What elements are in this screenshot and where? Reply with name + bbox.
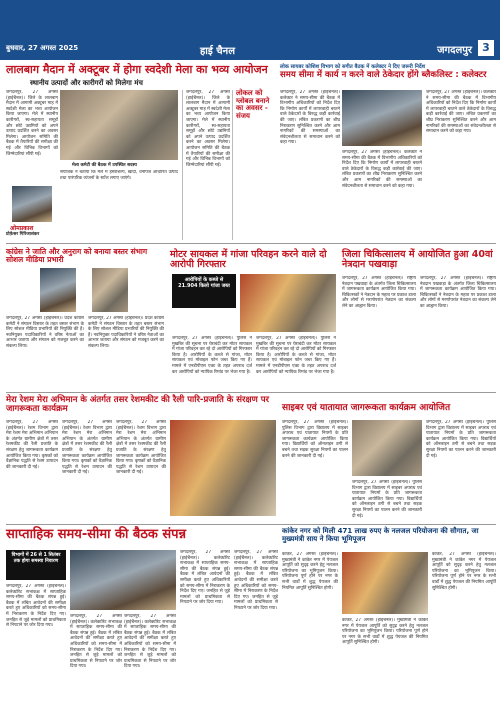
story1-box-title: लोकल को ग्लोबल बनाने का अवसर - संजय: [236, 89, 270, 121]
story-right1-headline: समय सीमा में कार्य न करने वाले ठेकेदार होंगे ब्लैकलिस्ट : कलेक्टर: [280, 70, 487, 80]
story6-headline: साइबर एवं यातायात जागरूकता कार्यक्रम आयोजित: [282, 403, 451, 413]
story8-body-col1: कांकेर, 27 अगस्त (हाईचैनल)। मुख्यमंत्री ने कांकेर नगर में पेयजल आपूर्ति को सुदृढ़ करने हेतु नलजल परियोजना का भूमिपूजन किया। परियोजना पूर्ण होने पर नगर के सभी वार्डों में शुद्ध पेयजल की नियमित आपूर्ति सुनिश्चित होगी।: [282, 552, 338, 591]
story-right1-kicker: लोक सायबर कोशिश विभाग को सगीत बैठक में कलेक्टर ने दिए जरूरी निर्देश: [280, 64, 426, 70]
issue-date: बुधवार, 27 अगस्त 2025: [6, 44, 79, 52]
story2-body-col1: जगदलपुर, 27 अगस्त (हाईचैनल)। प्रदेश कांग्रेस कमेटी ने संगठन विस्तार के तहत बस्तर संभाग के लिए सोशल मीडिया प्रभारियों की नियुक्ति की है। नवनियुक्त पदाधिकारियों ने वरिष्ठ नेताओं का आभार जताया और संगठन को मजबूत करने का संकल्प लिया।: [6, 316, 84, 349]
story1-name: ओमप्रकाश: [10, 225, 34, 232]
story4-headline: जिला चिकित्सालय में आयोजित हुआ 40वां नेत्रदान पखवाड़ा: [342, 249, 493, 271]
story7-photo: [70, 550, 176, 610]
story1-name-sub: प्रोफ़ेसर गिरिजाशंकर: [6, 232, 40, 237]
story2-portrait-2: [92, 268, 128, 312]
story5-body-col2: जगदलपुर, 27 अगस्त (हाईचैनल)। रेशम विभाग द्वारा मेरा रेशम मेरा अभिमान अभियान के अंतर्गत ग्रामीण क्षेत्रों में तसर रेशमकीट की रैली प्रजाति के संरक्षण हेतु जागरूकता कार्यक्रम आयोजित किया गया। कृषकों को वैज्ञानिक पद्धति से रेशम उत्पादन की जानकारी दी गई।: [62, 420, 112, 476]
story8-photo: [342, 552, 428, 614]
section-brand: हाई चैनल: [200, 46, 235, 57]
story1-body2: संयोजक ने बताया कि मेले में हस्तशिल्प, खादी, वनोपज आधारित उत्पाद तथा पारंपरिक व्यंजनों के स्टॉल लगाए जाएंगे।: [60, 170, 178, 181]
story8-headline: कांकेर नगर को मिली 471 लाख रुपए के नलजल परियोजना की सौगात, जा मुख्यमंत्री साय ने किया भूमिपूजन: [282, 527, 479, 543]
story2-portrait-1: [40, 268, 76, 312]
story1-subhead: स्थानीय उत्पादों और कारीगरों को मिलेगा मंच: [30, 79, 143, 87]
story1-photo-caption: मेला कमेटी की बैठक में उपस्थित सदस्य: [72, 163, 137, 168]
story7-body-col5: जगदलपुर, 27 अगस्त (हाईचैनल)। कलेक्टोरेट सभाकक्ष में साप्ताहिक समय-सीमा की बैठक संपन्न हुई। बैठक में लंबित आवेदनों की समीक्षा करते हुए अधिकारियों को समय-सीमा में निराकरण के निर्देश दिए गए। जनहित से जुड़े मामलों को प्राथमिकता से निपटाने पर जोर दिया गया।: [234, 550, 278, 611]
story4-body-col2: जगदलपुर, 27 अगस्त (हाईचैनल)। राष्ट्रीय नेत्रदान पखवाड़ा के अंतर्गत जिला चिकित्सालय में जागरूकता कार्यक्रम आयोजित किया गया। चिकित्सकों ने नेत्रदान के महत्व पर प्रकाश डाला और लोगों से मरणोपरांत नेत्रदान का संकल्प लेने का आह्वान किया।: [420, 276, 496, 309]
story6-body-col2: जगदलपुर, 27 अगस्त (हाईचैनल)। पुलिस विभाग द्वारा विद्यालय में साइबर अपराध एवं यातायात नियमों के प्रति जागरूकता कार्यक्रम आयोजित किया गया। विद्यार्थियों को ऑनलाइन ठगी से बचने तथा सड़क सुरक्षा नियमों का पालन करने की जानकारी दी गई।: [352, 480, 422, 519]
story3-body-col2: जगदलपुर, 27 अगस्त (हाईचैनल)। पुलिस ने मुखबिर की सूचना पर घेराबंदी कर मोटर सायकल में गांजा परिवहन कर रहे दो आरोपियों को गिरफ्तार किया है। आरोपियों के कब्जे से गांजा, मोटर सायकल एवं मोबाइल फोन जब्त किए गए हैं। मामले में एनडीपीएस एक्ट के तहत अपराध दर्ज कर आरोपियों को न्यायिक रिमांड पर भेजा गया है।: [256, 336, 336, 375]
story1-col3-text: जगदलपुर, 27 अगस्त (हाईचैनल)। जिले के लालबाग मैदान में आगामी अक्टूबर माह में स्वदेशी मेला का भव्य आयोजन किया जाएगा। मेले में स्थानीय कारीगरों, स्व-सहायता समूहों और छोटे उद्यमियों को अपने उत्पाद प्रदर्शित करने का अवसर मिलेगा। आयोजन समिति की बैठक में तैयारियों की समीक्षा की गई और विभिन्न विभागों को जिम्मेदारियां सौंपी गईं।: [186, 90, 230, 168]
story8-body-col2: कांकेर, 27 अगस्त (हाईचैनल)। मुख्यमंत्री ने कांकेर नगर में पेयजल आपूर्ति को सुदृढ़ करने हेतु नलजल परियोजना का भूमिपूजन किया। परियोजना पूर्ण होने पर नगर के सभी वार्डों में शुद्ध पेयजल की नियमित आपूर्ति सुनिश्चित होगी।: [342, 618, 428, 646]
story2-body-col2: जगदलपुर, 27 अगस्त (हाईचैनल)। प्रदेश कांग्रेस कमेटी ने संगठन विस्तार के तहत बस्तर संभाग के लिए सोशल मीडिया प्रभारियों की नियुक्ति की है। नवनियुक्त पदाधिकारियों ने वरिष्ठ नेताओं का आभार जताया और संगठन को मजबूत करने का संकल्प लिया।: [88, 316, 164, 349]
story3-photo: [240, 274, 336, 332]
story1-sidebox: [232, 90, 276, 240]
page-number: 3: [478, 40, 494, 56]
story7-body-col1: जगदलपुर, 27 अगस्त (हाईचैनल)। कलेक्टोरेट सभाकक्ष में साप्ताहिक समय-सीमा की बैठक संपन्न हुई। बैठक में लंबित आवेदनों की समीक्षा करते हुए अधिकारियों को समय-सीमा में निराकरण के निर्देश दिए गए। जनहित से जुड़े मामलों को प्राथमिकता से निपटाने पर जोर दिया गया।: [6, 584, 66, 629]
story3-body-col1: जगदलपुर, 27 अगस्त (हाईचैनल)। पुलिस ने मुखबिर की सूचना पर घेराबंदी कर मोटर सायकल में गांजा परिवहन कर रहे दो आरोपियों को गिरफ्तार किया है। आरोपियों के कब्जे से गांजा, मोटर सायकल एवं मोबाइल फोन जब्त किए गए हैं। मामले में एनडीपीएस एक्ट के तहत अपराध दर्ज कर आरोपियों को न्यायिक रिमांड पर भेजा गया है।: [172, 336, 252, 375]
story5-headline: मेरा रेशम मेरा अभिमान के अंतर्गत तसर रेशमकीट की रैली पारि-प्रजाति के संरक्षण पर जागरूकता कार्यक्रम: [6, 395, 270, 415]
story7-body-col3: जगदलपुर, 27 अगस्त (हाईचैनल)। कलेक्टोरेट सभाकक्ष में साप्ताहिक समय-सीमा की बैठक संपन्न हुई। बैठक में लंबित आवेदनों की समीक्षा करते हुए अधिकारियों को समय-सीमा में निराकरण के निर्देश दिए गए। जनहित से जुड़े मामलों को प्राथमिकता से निपटाने पर जोर दिया गया।: [124, 614, 176, 670]
story7-body-col4: जगदलपुर, 27 अगस्त (हाईचैनल)। कलेक्टोरेट सभाकक्ष में साप्ताहिक समय-सीमा की बैठक संपन्न हुई। बैठक में लंबित आवेदनों की समीक्षा करते हुए अधिकारियों को समय-सीमा में निराकरण के निर्देश दिए गए। जनहित से जुड़े मामलों को प्राथमिकता से निपटाने पर जोर दिया गया।: [180, 550, 230, 606]
story3-box-title: आरोपियों के कब्जे से 21.904 किलो गांजा जब्त: [178, 277, 230, 289]
story-right1-body-col3: जगदलपुर, 27 अगस्त (हाईचैनल)। कलेक्टर ने समय-सीमा की बैठक में विभागीय अधिकारियों को निर्देश दिए कि निर्माण कार्यों में लापरवाही बरतने वाले ठेकेदारों के विरुद्ध कड़ी कार्रवाई की जाए। लंबित प्रकरणों का शीघ्र निराकरण सुनिश्चित करने और आम नागरिकों की समस्याओं का संवेदनशीलता से समाधान करने को कहा गया।: [426, 90, 496, 135]
story3-box: [172, 274, 236, 308]
story3-headline: मोटर सायकल में गांजा परिवहन करने वाले दो आरोपी गिरफ्तार: [170, 249, 327, 271]
city-name: जगदलपुर: [437, 45, 472, 56]
story7-headline: साप्ताहिक समय-सीमा की बैठक संपन्न: [6, 527, 186, 542]
story2-headline: कांग्रेस ने जाति और अनुराग को बनाया बस्तर संभाग सोशल मीडिया प्रभारी: [6, 247, 148, 265]
story-right1-body-col2: जगदलपुर, 27 अगस्त (हाईचैनल)। कलेक्टर ने समय-सीमा की बैठक में विभागीय अधिकारियों को निर्देश दिए कि निर्माण कार्यों में लापरवाही बरतने वाले ठेकेदारों के विरुद्ध कड़ी कार्रवाई की जाए। लंबित प्रकरणों का शीघ्र निराकरण सुनिश्चित करने और आम नागरिकों की समस्याओं का संवेदनशीलता से समाधान करने को कहा गया।: [342, 150, 422, 189]
story1-body: जगदलपुर, 27 अगस्त (हाईचैनल)। जिले के लालबाग मैदान में आगामी अक्टूबर माह में स्वदेशी मेला का भव्य आयोजन किया जाएगा। मेले में स्थानीय कारीगरों, स्व-सहायता समूहों और छोटे उद्यमियों को अपने उत्पाद प्रदर्शित करने का अवसर मिलेगा। आयोजन समिति की बैठक में तैयारियों की समीक्षा की गई और विभिन्न विभागों को जिम्मेदारियां सौंपी गईं।: [6, 90, 58, 157]
story1-headline: लालबाग मैदान में अक्टूबर में होगा स्वदेशी मेला का भव्य आयोजन: [6, 63, 268, 76]
divider: [6, 524, 496, 525]
divider: [6, 243, 496, 244]
story4-body-col1: जगदलपुर, 27 अगस्त (हाईचैनल)। राष्ट्रीय नेत्रदान पखवाड़ा के अंतर्गत जिला चिकित्सालय में जागरूकता कार्यक्रम आयोजित किया गया। चिकित्सकों ने नेत्रदान के महत्व पर प्रकाश डाला और लोगों से मरणोपरांत नेत्रदान का संकल्प लेने का आह्वान किया।: [342, 276, 416, 309]
story1-photo: [60, 90, 178, 160]
divider: [6, 392, 496, 393]
story5-body-col1: जगदलपुर, 27 अगस्त (हाईचैनल)। रेशम विभाग द्वारा मेरा रेशम मेरा अभिमान अभियान के अंतर्गत ग्रामीण क्षेत्रों में तसर रेशमकीट की रैली प्रजाति के संरक्षण हेतु जागरूकता कार्यक्रम आयोजित किया गया। कृषकों को वैज्ञानिक पद्धति से रेशम उत्पादन की जानकारी दी गई।: [6, 420, 58, 470]
story7-box-title: विभागों में 26 से 1 सितंबर तक होगा समस्या निवारण: [11, 553, 61, 564]
story6-body-col1: जगदलपुर, 27 अगस्त (हाईचैनल)। पुलिस विभाग द्वारा विद्यालय में साइबर अपराध एवं यातायात नियमों के प्रति जागरूकता कार्यक्रम आयोजित किया गया। विद्यार्थियों को ऑनलाइन ठगी से बचने तथा सड़क सुरक्षा नियमों का पालन करने की जानकारी दी गई।: [282, 420, 348, 459]
story5-body-col3: जगदलपुर, 27 अगस्त (हाईचैनल)। रेशम विभाग द्वारा मेरा रेशम मेरा अभिमान अभियान के अंतर्गत ग्रामीण क्षेत्रों में तसर रेशमकीट की रैली प्रजाति के संरक्षण हेतु जागरूकता कार्यक्रम आयोजित किया गया। कृषकों को वैज्ञानिक पद्धति से रेशम उत्पादन की जानकारी दी गई।: [116, 420, 166, 476]
story-right1-photo: [342, 90, 422, 146]
story1-col3: [182, 90, 230, 240]
story8-body-col3: कांकेर, 27 अगस्त (हाईचैनल)। मुख्यमंत्री ने कांकेर नगर में पेयजल आपूर्ति को सुदृढ़ करने हेतु नलजल परियोजना का भूमिपूजन किया। परियोजना पूर्ण होने पर नगर के सभी वार्डों में शुद्ध पेयजल की नियमित आपूर्ति सुनिश्चित होगी।: [432, 552, 496, 591]
story-right1-body-col1: जगदलपुर, 27 अगस्त (हाईचैनल)। कलेक्टर ने समय-सीमा की बैठक में विभागीय अधिकारियों को निर्देश दिए कि निर्माण कार्यों में लापरवाही बरतने वाले ठेकेदारों के विरुद्ध कड़ी कार्रवाई की जाए। लंबित प्रकरणों का शीघ्र निराकरण सुनिश्चित करने और आम नागरिकों की समस्याओं का संवेदनशीलता से समाधान करने को कहा गया।: [280, 90, 340, 146]
story6-photo: [352, 420, 422, 476]
story7-body-col2: जगदलपुर, 27 अगस्त (हाईचैनल)। कलेक्टोरेट सभाकक्ष में साप्ताहिक समय-सीमा की बैठक संपन्न हुई। बैठक में लंबित आवेदनों की समीक्षा करते हुए अधिकारियों को समय-सीमा में निराकरण के निर्देश दिए गए। जनहित से जुड़े मामलों को प्राथमिकता से निपटाने पर जोर दिया गया।: [70, 614, 122, 670]
story6-body-col3: जगदलपुर, 27 अगस्त (हाईचैनल)। पुलिस विभाग द्वारा विद्यालय में साइबर अपराध एवं यातायात नियमों के प्रति जागरूकता कार्यक्रम आयोजित किया गया। विद्यार्थियों को ऑनलाइन ठगी से बचने तथा सड़क सुरक्षा नियमों का पालन करने की जानकारी दी गई।: [426, 420, 496, 459]
story5-photo: [170, 420, 276, 516]
story7-box: [6, 550, 66, 580]
story1-portrait: [12, 186, 52, 222]
